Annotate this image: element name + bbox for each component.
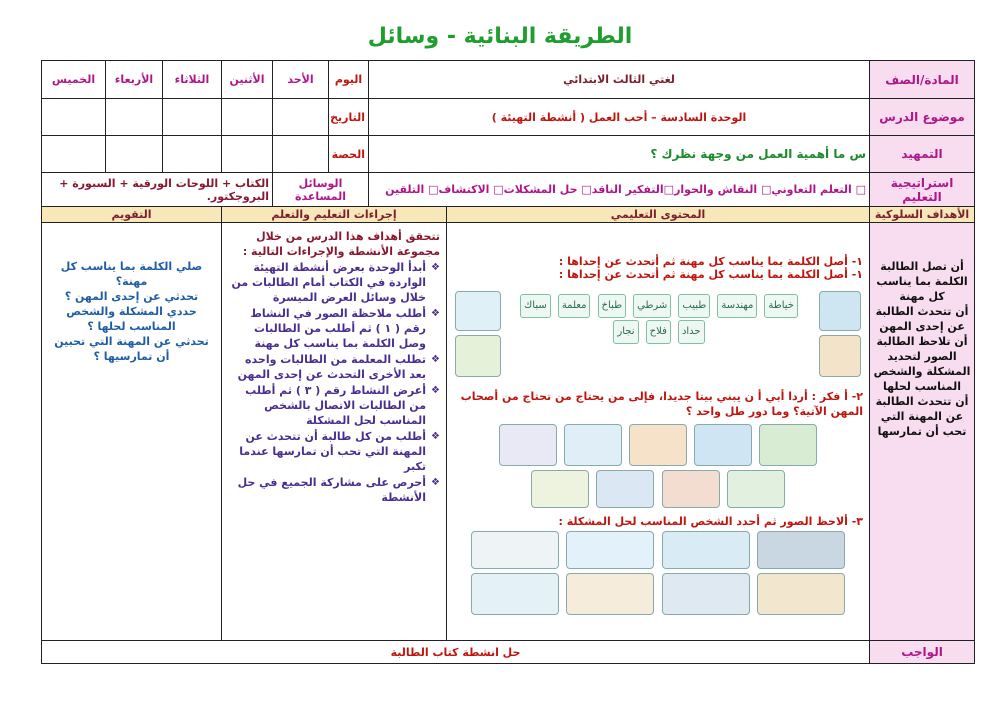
word-tag: شرطي [633, 294, 671, 318]
homework-label: الواجب [870, 641, 975, 664]
evaluation-header: التقويم [42, 207, 222, 223]
procedure-step: ❖ أحرص على مشاركة الجميع في حل الأنشطة [230, 475, 440, 505]
procedures-header: إجراءات التعليم والتعلم [222, 207, 447, 223]
day-thursday: الخميس [42, 61, 106, 99]
words-grid [505, 293, 813, 345]
word-tag: حداد [678, 320, 705, 344]
problem-picture [757, 531, 845, 569]
word-tag: نجار [613, 320, 638, 344]
aids-value: الكتاب + اللوحات الورقية + السبورة + البروجكتور. [42, 173, 273, 207]
evaluation-item: صلي الكلمة بما يناسب كل مهنة؟ [60, 260, 203, 288]
page-title: الطريقة البنائية - وسائل [367, 24, 633, 49]
day-tuesday: الثلاثاء [163, 61, 222, 99]
profession-picture [455, 291, 501, 331]
word-tag: طبيب [678, 294, 710, 318]
builder-picture [499, 424, 557, 466]
lesson-plan-table [41, 60, 975, 664]
evaluation-item: تحدثي عن المهنة التي تحبين أن تمارسيها ؟ [54, 335, 209, 363]
period-label: الحصة [329, 136, 369, 173]
objective-item: أن تتحدث الطالبة عن إحدى المهن [875, 305, 969, 333]
objective-item: أن تتحدث الطالبة عن المهنة التي تحب أن تمارسها [875, 395, 969, 438]
builder-picture [531, 470, 589, 508]
builder-picture [727, 470, 785, 508]
profession-picture [819, 335, 861, 377]
day-label: اليوم [329, 61, 369, 99]
content-item-3: ٣- ألاحظ الصور ثم أحدد الشخص المناسب لحل المشكلة : [558, 515, 864, 528]
evaluation-item: تحدثي عن إحدى المهن ؟ [64, 290, 199, 303]
problem-picture [662, 573, 750, 615]
builder-picture [662, 470, 720, 508]
lesson-value: الوحدة السادسة – أحب العمل ( أنشطة التهيئة ) [369, 99, 870, 136]
aids-label: الوسائل المساعدة [273, 173, 369, 207]
profession-picture [819, 291, 861, 331]
evaluation-item: حددي المشكلة والشخص المناسب لحلها ؟ [66, 305, 197, 333]
strategy-label: استراتيجية التعليم [870, 173, 975, 207]
objective-item: أن تلاحظ الطالبة الصور لتحديد المشكلة والشخص المناسب لحلها [873, 335, 971, 393]
day-monday: الأثنين [222, 61, 273, 99]
word-tag: معلمة [558, 294, 591, 318]
builders-activity-image-row2 [453, 469, 863, 509]
intro-value: س ما أهمية العمل من وجهة نظرك ؟ [369, 136, 870, 173]
evaluation-cell [42, 223, 222, 641]
word-tag: سباك [520, 294, 551, 318]
builder-picture [596, 470, 654, 508]
problems-activity-image-row2 [453, 572, 863, 616]
content-item-2: ٢- أ فكر : أردا أبي أ ن يبني بيتا جديدا، فإلى من يحتاج من تحتاج من أصحاب المهن الآتية؟ وما دور طل واحد ؟ [460, 390, 864, 418]
subject-label: المادة/الصف [870, 61, 975, 99]
subject-value: لغتي الثالث الابتدائي [369, 61, 870, 99]
objective-item: أن تصل الطالبة الكلمة بما يناسب كل مهنة [876, 260, 968, 303]
word-tag: مهندسة [717, 294, 757, 318]
homework-value: حل انشطة كتاب الطالبة [42, 641, 870, 664]
strategy-value: □ التعلم التعاوني□ النقاش والحوار□التفكير الناقد□ حل المشكلات□ الاكتشاف□ التلقين [369, 173, 870, 207]
content-cell [447, 223, 870, 641]
content-item-1b: ١- أصل الكلمة بما يناسب كل مهنة ثم أتحدث عن إحداها : [558, 268, 864, 281]
procedure-step: ❖ أطلب ملاحظة الصور في النشاط رقم ( ١ ) ثم أطلب من الطالبات وصل الكلمة بما يناسب كل مهنة [230, 306, 440, 351]
problem-picture [757, 573, 845, 615]
procedures-cell [222, 223, 447, 641]
problem-picture [566, 531, 654, 569]
problem-picture [471, 573, 559, 615]
procedure-step: ❖ أطلب من كل طالبة أن تتحدث عن المهنة التي تحب أن تمارسها عندما تكبر [230, 429, 440, 474]
date-label: التاريخ [329, 99, 369, 136]
word-tag: خياطة [764, 294, 798, 318]
day-sunday: الأحد [273, 61, 329, 99]
procedure-step: ❖ أبدأ الوحدة بعرض أنشطة التهيئة الواردة في الكتاب أمام الطالبات من خلال وسائل العرض الميسرة [230, 260, 440, 305]
problem-picture [566, 573, 654, 615]
day-wednesday: الأربعاء [106, 61, 163, 99]
procedures-intro: تتحقق أهداف هذا الدرس من خلال مجموعة الأنشطة والإجراءات التالية : [242, 230, 441, 258]
procedure-step: ❖ أعرض النشاط رقم ( ٣ ) ثم أطلب من الطالبات الاتصال بالشخص المناسب لحل المشكلة [230, 383, 440, 428]
professions-activity-image [453, 283, 863, 383]
objectives-header: الأهداف السلوكية [870, 207, 975, 223]
content-header: المحتوى التعليمي [447, 207, 870, 223]
procedures-list [230, 260, 440, 505]
problem-picture [662, 531, 750, 569]
profession-picture [455, 335, 501, 377]
word-tag: طباخ [598, 294, 626, 318]
builder-picture [759, 424, 817, 466]
objectives-cell [870, 223, 975, 641]
lesson-label: موضوع الدرس [870, 99, 975, 136]
procedure-step: ❖ تطلب المعلمة من الطالبات واحده بعد الأخرى التحدث عن إحدى المهن [230, 352, 440, 382]
content-item-1a: ١- أصل الكلمة بما يناسب كل مهنة ثم أتحدث عن إحداها : [558, 255, 864, 268]
word-tag: فلاح [646, 320, 671, 344]
intro-label: التمهيد [870, 136, 975, 173]
problem-picture [471, 531, 559, 569]
